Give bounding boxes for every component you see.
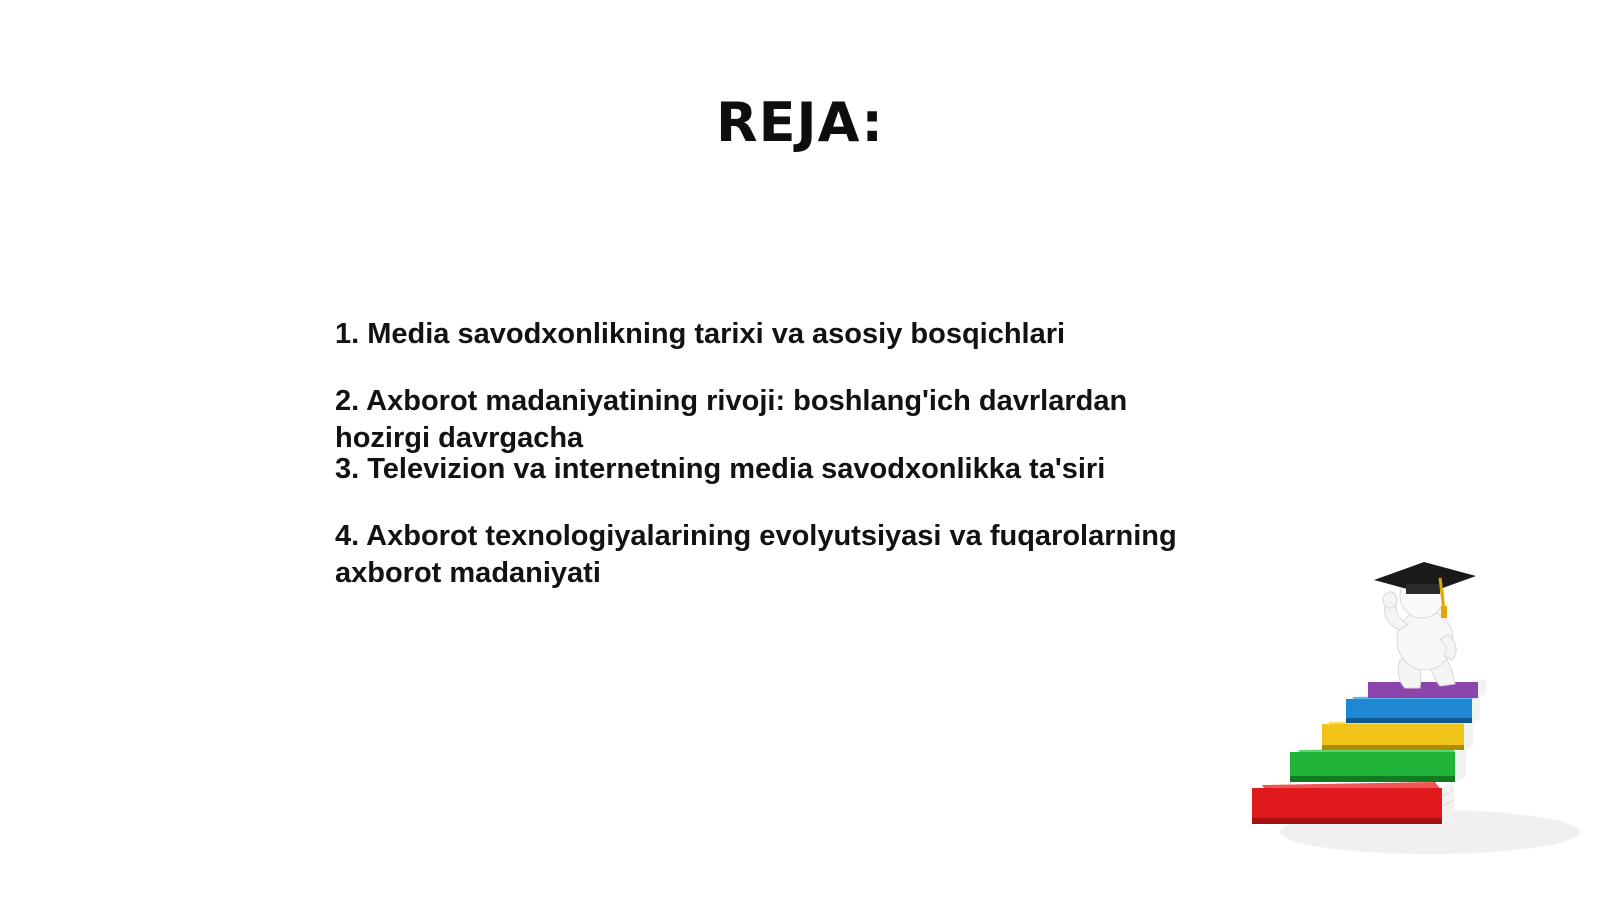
plan-item-1: 1. Media savodxonlikning tarixi va asosiy bosqichlari [335, 318, 1066, 350]
graduate-illustration-svg [1240, 560, 1580, 880]
blue-book [1346, 695, 1480, 723]
green-book [1290, 747, 1466, 782]
purple-book [1368, 678, 1486, 698]
red-book [1252, 782, 1454, 824]
graduate-figure [1374, 562, 1476, 688]
plan-item-3: 3. Televizion va internetning media savodxonlikka ta'siri [335, 453, 1106, 485]
plan-item-2: 2. Axborot madaniyatining rivoji: boshlang'ich davrlardan hozirgi davrgacha [335, 385, 1128, 454]
yellow-book [1322, 720, 1473, 750]
plan-item-4: 4. Axborot texnologiyalarining evolyutsiyasi va fuqarolarning axborot madaniyati [335, 520, 1177, 589]
slide-title: REJA: [716, 91, 884, 154]
graduate-on-books-icon [1240, 560, 1580, 880]
